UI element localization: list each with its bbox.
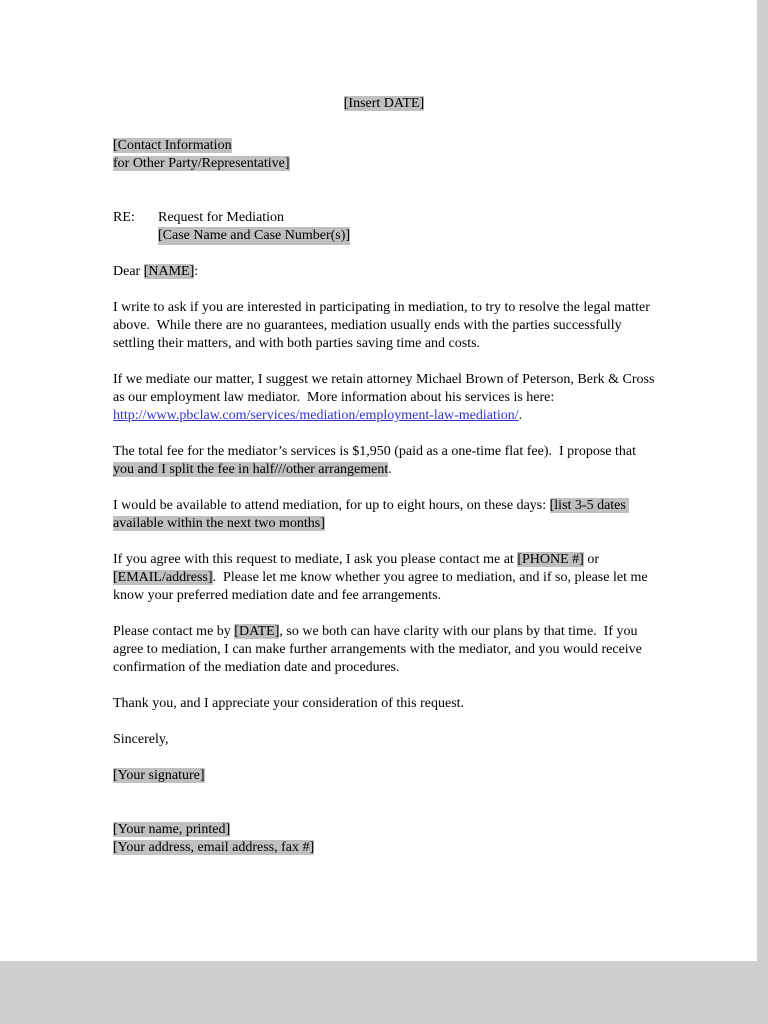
placeholder-highlight: you and I split the fee in half///other arrangement [113,462,389,477]
placeholder-highlight: [DATE] [234,624,280,639]
body-paragraph-6 [113,623,655,677]
re-case-row [113,227,655,245]
date-line [113,95,655,113]
printed-name-placeholder: [Your name, printed] [113,822,231,837]
signature-block [113,821,655,857]
text-run: If you agree with this request to mediate, I ask you please contact me at [113,552,518,567]
text-run: or [583,552,603,567]
text-run: , so we both can have clarity with our plans by that time. If you agree to mediation, I can make further arrangements with the mediator, and you would receive confirmation of the mediation date and procedures. [113,624,646,675]
text-run: . Please let me know whether you agree to mediation, and if so, please let me know your preferred mediation date and fee arrangements. [113,570,652,603]
body-paragraph-5 [113,551,655,605]
case-name-number-placeholder: [Case Name and Case Number(s)] [158,228,351,243]
other-party-placeholder: for Other Party/Representative] [113,156,290,171]
body-paragraph-2 [113,371,658,425]
address-line [113,839,655,857]
text-run: I write to ask if you are interested in participating in mediation, to try to resolve the legal matter above. While there are no guarantees, mediation usually ends with the parties successfully settling their matters, and with both parties saving time and costs. [113,300,654,351]
salutation-suffix: : [194,264,199,279]
re-subject-row [113,209,655,227]
salutation [113,263,655,281]
placeholder-highlight: [EMAIL/address] [113,570,213,585]
text-run: . [388,462,392,477]
printed-name-line [113,821,655,839]
signature-placeholder: [Your signature] [113,768,205,783]
text-run: Please contact me by [113,624,235,639]
re-indent-spacer [113,227,158,245]
contact-line-2 [113,155,655,173]
placeholder-highlight: [list 3-5 dates available within the next two months] [113,498,630,531]
text-run: Thank you, and I appreciate your consideration of this request. [113,696,465,711]
text-run: If we mediate our matter, I suggest we retain attorney Michael Brown of Peterson, Berk & Cross as our employment law mediator. More information about his services is here: [113,372,658,405]
body-paragraph-1 [113,299,655,353]
body-paragraph-4 [113,497,655,533]
salutation-prefix: Dear [113,264,144,279]
re-label: RE: [113,210,135,225]
body-paragraph-7 [113,695,655,713]
text-run: The total fee for the mediator’s services is $1,950 (paid as a one-time flat fee). I propose that [113,444,640,459]
contact-line-1 [113,137,655,155]
contact-info-placeholder: [Contact Information [113,138,232,153]
hyperlink[interactable]: http://www.pbclaw.com/services/mediation/employment-law-mediation/ [113,408,519,423]
placeholder-highlight: [PHONE #] [517,552,584,567]
body-paragraph-3 [113,443,655,479]
insert-date-placeholder: [Insert DATE] [343,96,425,111]
contact-info-block [113,137,655,173]
re-subject: Request for Mediation [158,210,284,225]
text-run: . [518,408,523,423]
name-placeholder: [NAME] [143,264,195,279]
text-run: I would be available to attend mediation, for up to eight hours, on these days: [113,498,550,513]
closing: Sincerely, [113,732,169,747]
re-block [113,209,655,245]
signature-line [113,767,655,785]
address-placeholder: [Your address, email address, fax #] [113,840,315,855]
